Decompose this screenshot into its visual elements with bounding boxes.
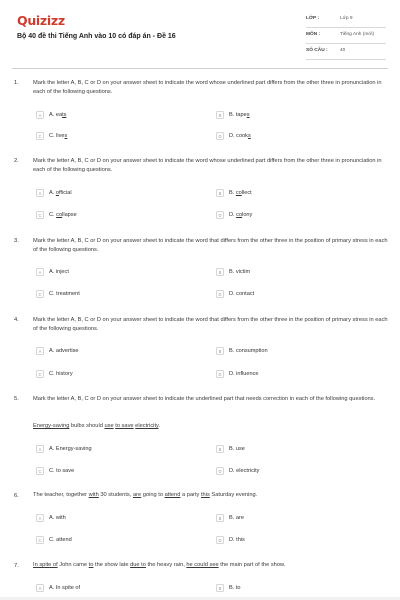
option-label: A. eats	[49, 112, 67, 118]
option-label: B. use	[229, 446, 245, 452]
option-letter-box: A	[36, 111, 44, 119]
header-divider	[12, 68, 388, 69]
option-label: A. advertise	[49, 348, 79, 354]
option-letter-box: A	[36, 514, 44, 522]
option-a[interactable]	[36, 110, 66, 120]
question-number: 7.	[14, 563, 19, 569]
option-d[interactable]	[216, 131, 251, 141]
question-sentence: In spite of John came to the show late due to the heavy rain, he could see the main part of the show.	[33, 562, 286, 568]
option-letter-box: B	[216, 268, 224, 276]
option-label: B. victim	[229, 269, 251, 275]
option-label: C. lives	[49, 133, 68, 139]
option-label: A. with	[49, 515, 66, 521]
option-label: A. official	[49, 190, 72, 196]
option-letter-box: C	[36, 467, 44, 475]
meta-label-class: LỚP :	[306, 16, 320, 21]
option-label: C. collapse	[49, 212, 77, 218]
option-d[interactable]	[216, 369, 259, 379]
worksheet-header	[0, 0, 400, 66]
option-a[interactable]	[36, 267, 69, 277]
option-label: D. influence	[229, 371, 259, 377]
meta-row-subject	[306, 28, 386, 44]
option-letter-box: D	[216, 290, 224, 298]
option-letter-box: D	[216, 536, 224, 544]
meta-row-class	[306, 12, 386, 28]
question-text: Mark the letter A, B, C or D on your answer sheet to indicate the underlined part that needs correction in each of the following questions.	[33, 396, 376, 402]
option-d[interactable]	[216, 210, 252, 220]
question-number: 4.	[14, 317, 19, 323]
meta-value-subject: Tiếng Anh (mới)	[340, 32, 375, 37]
option-label: C. history	[49, 371, 73, 377]
option-letter-box: C	[36, 370, 44, 378]
option-letter-box: C	[36, 536, 44, 544]
option-label: D. contact	[229, 291, 255, 297]
option-letter-box: D	[216, 132, 224, 140]
question-text: Mark the letter A, B, C or D on your answer sheet to indicate the word that differs from the other three in the position of primary stress in each of the following questions.	[33, 317, 388, 332]
option-b[interactable]	[216, 444, 245, 454]
option-label: B. consumption	[229, 348, 268, 354]
option-label: C. to save	[49, 468, 75, 474]
option-letter-box: B	[216, 189, 224, 197]
question-text: Mark the letter A, B, C or D on your answer sheet to indicate the word whose underlined part differs from the other three in pronunciation in each of the following questions.	[33, 158, 382, 173]
meta-value-count: 40	[340, 48, 346, 53]
option-letter-box: B	[216, 347, 224, 355]
option-letter-box: A	[36, 268, 44, 276]
option-b[interactable]	[216, 188, 252, 198]
option-a[interactable]	[36, 188, 72, 198]
option-d[interactable]	[216, 466, 259, 476]
question-number: 1.	[14, 80, 19, 86]
option-c[interactable]	[36, 210, 77, 220]
option-letter-box: A	[36, 347, 44, 355]
meta-label-count: SỐ CÂU :	[306, 48, 328, 53]
option-label: B. to	[229, 585, 241, 591]
question-text: Mark the letter A, B, C or D on your answer sheet to indicate the word that differs from the other three in the position of primary stress in each of the following questions.	[33, 238, 388, 253]
option-label: B. tapes	[229, 112, 250, 118]
option-letter-box: D	[216, 370, 224, 378]
option-letter-box: B	[216, 584, 224, 592]
option-label: A. Energy-saving	[49, 446, 92, 452]
worksheet-meta	[306, 12, 386, 60]
option-a[interactable]	[36, 346, 79, 356]
option-label: D. this	[229, 537, 245, 543]
option-letter-box: D	[216, 211, 224, 219]
option-c[interactable]	[36, 289, 80, 299]
option-letter-box: A	[36, 584, 44, 592]
option-letter-box: B	[216, 111, 224, 119]
question-sentence: The teacher, together with 30 students, are going to attend a party this Saturday evening.	[33, 492, 258, 498]
meta-row-count	[306, 44, 386, 60]
quizizz-logo[interactable]: Quizizz	[17, 13, 65, 28]
meta-label-subject: MÔN :	[306, 32, 321, 37]
question-number: 6.	[14, 493, 19, 499]
option-c[interactable]	[36, 466, 74, 476]
option-c[interactable]	[36, 369, 73, 379]
option-label: C. treatment	[49, 291, 80, 297]
option-b[interactable]	[216, 583, 241, 593]
option-a[interactable]	[36, 444, 92, 454]
option-label: B. collect	[229, 190, 252, 196]
option-letter-box: C	[36, 290, 44, 298]
option-letter-box: C	[36, 211, 44, 219]
option-label: D. electricity	[229, 468, 260, 474]
question-number: 5.	[14, 396, 19, 402]
worksheet-title: Bộ 40 đề thi Tiếng Anh vào 10 có đáp án - Đề 16	[17, 33, 176, 40]
option-d[interactable]	[216, 289, 254, 299]
option-label: D. cooks	[229, 133, 251, 139]
option-letter-box: C	[36, 132, 44, 140]
option-b[interactable]	[216, 346, 268, 356]
option-label: D. colony	[229, 212, 253, 218]
question-number: 2.	[14, 158, 19, 164]
option-letter-box: A	[36, 445, 44, 453]
option-letter-box: A	[36, 189, 44, 197]
option-label: C. attend	[49, 537, 72, 543]
option-b[interactable]	[216, 513, 244, 523]
option-a[interactable]	[36, 513, 66, 523]
option-b[interactable]	[216, 267, 250, 277]
option-label: A. In spite of	[49, 585, 81, 591]
question-sentence: Energy-saving bulbs should use to save electricity.	[33, 423, 161, 429]
option-letter-box: B	[216, 445, 224, 453]
option-b[interactable]	[216, 110, 250, 120]
option-c[interactable]	[36, 535, 72, 545]
question-number: 3.	[14, 238, 19, 244]
meta-value-class: Lớp 9	[340, 16, 353, 21]
option-letter-box: D	[216, 467, 224, 475]
question-text: Mark the letter A, B, C or D on your answer sheet to indicate the word whose underlined part differs from the other three in pronunciation in each of the following questions.	[33, 80, 382, 95]
option-letter-box: B	[216, 514, 224, 522]
option-d[interactable]	[216, 535, 245, 545]
option-label: A. inject	[49, 269, 69, 275]
option-a[interactable]	[36, 583, 80, 593]
option-label: B. are	[229, 515, 244, 521]
option-c[interactable]	[36, 131, 67, 141]
